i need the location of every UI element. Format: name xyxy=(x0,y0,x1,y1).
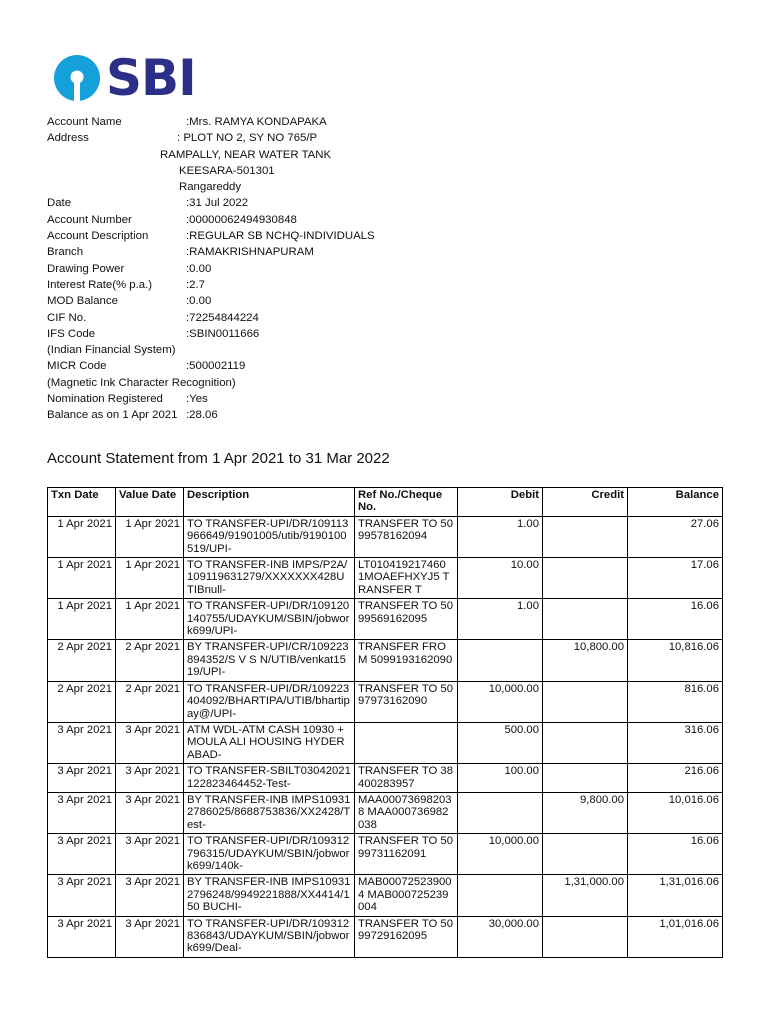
field-value: :2.7 xyxy=(186,278,205,291)
ref-cell: TRANSFER TO 5099578162094 xyxy=(355,516,458,557)
ref-cell: MAB000725239004 MAB000725239004 xyxy=(355,875,458,916)
keyhole-icon xyxy=(54,55,100,101)
value-date-cell: 3 Apr 2021 xyxy=(116,916,184,957)
col-header-balance: Balance xyxy=(628,488,723,517)
field-value: :500002119 xyxy=(186,360,246,373)
statement-title: Account Statement from 1 Apr 2021 to 31 Mar 2022 xyxy=(47,450,390,467)
col-header-value-date: Value Date xyxy=(116,488,184,517)
field-value: :00000062494930848 xyxy=(186,213,297,226)
col-header-ref: Ref No./Cheque No. xyxy=(355,488,458,517)
balance-cell: 1,01,016.06 xyxy=(628,916,723,957)
field-label: (Indian Financial System) xyxy=(47,344,176,357)
field-label: MOD Balance xyxy=(47,295,118,308)
address-line-4: Rangareddy xyxy=(179,181,242,194)
ref-cell: TRANSFER TO 38400283957 xyxy=(355,764,458,793)
table-row xyxy=(48,916,723,957)
credit-cell xyxy=(543,558,628,599)
txn-date-cell: 1 Apr 2021 xyxy=(48,599,116,640)
debit-cell: 10.00 xyxy=(458,558,543,599)
field-label: Balance as on 1 Apr 2021 xyxy=(47,409,178,422)
credit-cell xyxy=(543,722,628,763)
credit-cell xyxy=(543,916,628,957)
balance-cell: 10,816.06 xyxy=(628,640,723,681)
debit-cell xyxy=(458,792,543,833)
debit-cell: 10,000.00 xyxy=(458,681,543,722)
txn-date-cell: 2 Apr 2021 xyxy=(48,640,116,681)
description-cell: TO TRANSFER-UPI/DR/109113966649/91901005/utib/9190100519/UPI- xyxy=(184,516,355,557)
address-line-2: RAMPALLY, NEAR WATER TANK xyxy=(160,148,332,161)
txn-date-cell: 3 Apr 2021 xyxy=(48,792,116,833)
credit-cell xyxy=(543,764,628,793)
table-header-row xyxy=(48,488,723,517)
debit-cell: 10,000.00 xyxy=(458,834,543,875)
txn-date-cell: 3 Apr 2021 xyxy=(48,834,116,875)
transactions-table xyxy=(47,487,723,958)
field-label: Interest Rate(% p.a.) xyxy=(47,278,153,291)
txn-date-cell: 3 Apr 2021 xyxy=(48,722,116,763)
balance-cell: 1,31,016.06 xyxy=(628,875,723,916)
value-date-cell: 1 Apr 2021 xyxy=(116,516,184,557)
balance-cell: 16.06 xyxy=(628,599,723,640)
col-header-debit: Debit xyxy=(458,488,543,517)
value-date-cell: 2 Apr 2021 xyxy=(116,681,184,722)
field-label: Account Description xyxy=(47,230,149,243)
table-row xyxy=(48,599,723,640)
value-date-cell: 1 Apr 2021 xyxy=(116,558,184,599)
txn-date-cell: 3 Apr 2021 xyxy=(48,764,116,793)
balance-cell: 816.06 xyxy=(628,681,723,722)
field-label: Nomination Registered xyxy=(47,393,163,406)
txn-date-cell: 2 Apr 2021 xyxy=(48,681,116,722)
account-name-value: :Mrs. RAMYA KONDAPAKA xyxy=(186,116,327,128)
debit-cell: 1.00 xyxy=(458,599,543,640)
description-cell: TO TRANSFER-UPI/DR/109312796315/UDAYKUM/SBIN/jobwork699/140k- xyxy=(184,834,355,875)
col-header-txn-date: Txn Date xyxy=(48,488,116,517)
value-date-cell: 2 Apr 2021 xyxy=(116,640,184,681)
value-date-cell: 1 Apr 2021 xyxy=(116,599,184,640)
debit-cell xyxy=(458,875,543,916)
balance-cell: 27.06 xyxy=(628,516,723,557)
credit-cell xyxy=(543,834,628,875)
ref-cell: TRANSFER FROM 5099193162090 xyxy=(355,640,458,681)
address-label: Address xyxy=(47,132,89,145)
table-row xyxy=(48,792,723,833)
value-date-cell: 3 Apr 2021 xyxy=(116,722,184,763)
description-cell: ATM WDL-ATM CASH 10930 +MOULA ALI HOUSING HYDERABAD- xyxy=(184,722,355,763)
ref-cell: TRANSFER TO 5099729162095 xyxy=(355,916,458,957)
sbi-logo xyxy=(54,49,196,107)
field-value: :Yes xyxy=(186,393,208,406)
table-row xyxy=(48,875,723,916)
value-date-cell: 3 Apr 2021 xyxy=(116,834,184,875)
table-row xyxy=(48,516,723,557)
txn-date-cell: 1 Apr 2021 xyxy=(48,558,116,599)
table-row xyxy=(48,764,723,793)
description-cell: BY TRANSFER-INB IMPS109312786025/8688753836/XX2428/Test- xyxy=(184,792,355,833)
field-label: Branch xyxy=(47,246,84,259)
balance-cell: 16.06 xyxy=(628,834,723,875)
debit-cell: 500.00 xyxy=(458,722,543,763)
account-name-label: Account Name xyxy=(47,116,122,128)
field-label: Date xyxy=(47,197,72,210)
field-value: :28.06 xyxy=(186,409,218,422)
description-cell: BY TRANSFER-UPI/CR/109223894352/S V S N/UTIB/venkat1519/UPI- xyxy=(184,640,355,681)
field-value: :0.00 xyxy=(186,262,212,275)
debit-cell: 1.00 xyxy=(458,516,543,557)
ref-cell: LT010419217460 1MOAEFHXYJ5 TRANSFER T xyxy=(355,558,458,599)
ref-cell: TRANSFER TO 5099731162091 xyxy=(355,834,458,875)
balance-cell: 10,016.06 xyxy=(628,792,723,833)
field-label: CIF No. xyxy=(47,311,87,324)
description-cell: BY TRANSFER-INB IMPS109312796248/9949221888/XX4414/150 BUCHI- xyxy=(184,875,355,916)
credit-cell: 1,31,000.00 xyxy=(543,875,628,916)
debit-cell: 30,000.00 xyxy=(458,916,543,957)
balance-cell: 17.06 xyxy=(628,558,723,599)
description-cell: TO TRANSFER-UPI/DR/109223404092/BHARTIPA/UTIB/bhartipay@/UPI- xyxy=(184,681,355,722)
field-value: :SBIN0011666 xyxy=(186,327,260,340)
credit-cell: 10,800.00 xyxy=(543,640,628,681)
balance-cell: 216.06 xyxy=(628,764,723,793)
credit-cell xyxy=(543,516,628,557)
txn-date-cell: 3 Apr 2021 xyxy=(48,875,116,916)
debit-cell xyxy=(458,640,543,681)
description-cell: TO TRANSFER-INB IMPS/P2A/109119631279/XXXXXXX428UTIBnull- xyxy=(184,558,355,599)
table-row xyxy=(48,722,723,763)
description-cell: TO TRANSFER-UPI/DR/109312836843/UDAYKUM/SBIN/jobwork699/Deal- xyxy=(184,916,355,957)
address-line-3: KEESARA-501301 xyxy=(179,164,275,177)
table-row xyxy=(48,640,723,681)
ref-cell: MAA000736982038 MAA000736982038 xyxy=(355,792,458,833)
credit-cell: 9,800.00 xyxy=(543,792,628,833)
credit-cell xyxy=(543,681,628,722)
field-label: (Magnetic Ink Character Recognition) xyxy=(47,376,236,389)
txn-date-cell: 1 Apr 2021 xyxy=(48,516,116,557)
field-label: Account Number xyxy=(47,213,132,226)
field-value: :31 Jul 2022 xyxy=(186,197,249,210)
value-date-cell: 3 Apr 2021 xyxy=(116,764,184,793)
field-value: :0.00 xyxy=(186,295,212,308)
field-label: Drawing Power xyxy=(47,262,125,275)
value-date-cell: 3 Apr 2021 xyxy=(116,792,184,833)
debit-cell: 100.00 xyxy=(458,764,543,793)
field-value: :RAMAKRISHNAPURAM xyxy=(186,246,314,259)
field-label: IFS Code xyxy=(47,327,96,340)
credit-cell xyxy=(543,599,628,640)
field-value: :72254844224 xyxy=(186,311,259,324)
description-cell: TO TRANSFER-SBILT03042021122823464452-Test- xyxy=(184,764,355,793)
col-header-description: Description xyxy=(184,488,355,517)
address-line-1: : PLOT NO 2, SY NO 765/P xyxy=(177,132,318,145)
ref-cell: TRANSFER TO 5097973162090 xyxy=(355,681,458,722)
table-row xyxy=(48,558,723,599)
ref-cell: TRANSFER TO 5099569162095 xyxy=(355,599,458,640)
col-header-credit: Credit xyxy=(543,488,628,517)
field-value: :REGULAR SB NCHQ-INDIVIDUALS xyxy=(186,230,375,243)
txn-date-cell: 3 Apr 2021 xyxy=(48,916,116,957)
table-row xyxy=(48,834,723,875)
logo-wordmark: SBI xyxy=(106,49,196,107)
description-cell: TO TRANSFER-UPI/DR/109120140755/UDAYKUM/SBIN/jobwork699/UPI- xyxy=(184,599,355,640)
ref-cell xyxy=(355,722,458,763)
value-date-cell: 3 Apr 2021 xyxy=(116,875,184,916)
balance-cell: 316.06 xyxy=(628,722,723,763)
table-row xyxy=(48,681,723,722)
field-label: MICR Code xyxy=(47,360,107,373)
